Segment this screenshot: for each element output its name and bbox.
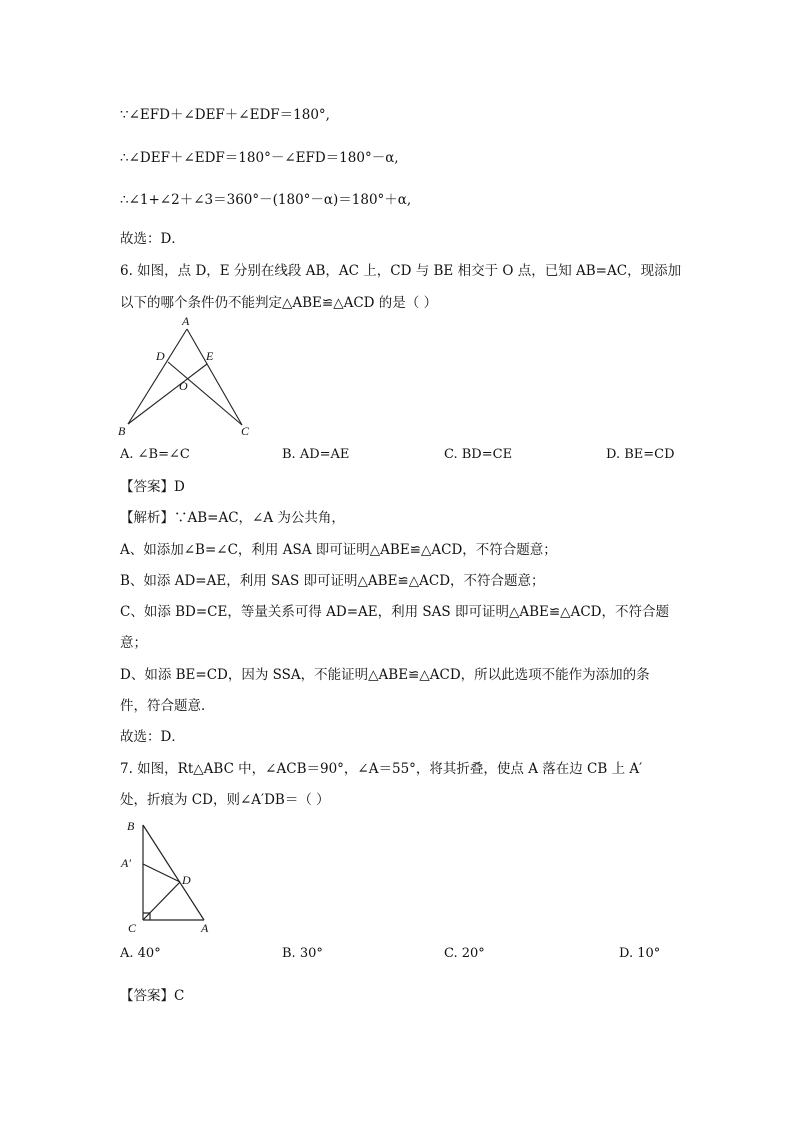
q6-analysis-line-1: 【解析】∵AB=AC，∠A 为公共角，: [120, 510, 345, 526]
point-d-label: D: [156, 349, 165, 363]
point-e-label: E: [206, 349, 214, 363]
q6-option-a: A. ∠B=∠C: [120, 447, 190, 462]
q6-analysis-line-5: 意；: [120, 635, 147, 651]
solution-line-1: ∵∠EFD＋∠DEF＋∠EDF＝180°,: [120, 107, 330, 123]
segment-ba: [143, 825, 204, 920]
q6-analysis-line-2: A、如添加∠B=∠C，利用 ASA 即可证明△ABE≌△ACD，不符合题意；: [120, 542, 557, 558]
q6-figure: [112, 312, 262, 442]
q6-stem-line-1: 6. 如图，点 D，E 分别在线段 AB，AC 上，CD 与 BE 相交于 O 点，已知 AB=AC，现添加: [120, 263, 682, 279]
point-c-label: C: [128, 921, 137, 935]
point-b-label: B: [118, 424, 126, 438]
solution-line-2: ∴∠DEF＋∠EDF＝180°－∠EFD＝180°－α,: [120, 150, 399, 166]
crease-cd: [143, 882, 180, 920]
q7-figure: [115, 812, 220, 938]
point-a-label: A: [182, 314, 190, 328]
q6-analysis-line-6: D、如添 BE=CD，因为 SSA，不能证明△ABE≌△ACD，所以此选项不能作为添加的条: [120, 667, 650, 683]
point-c-label: C: [241, 424, 250, 438]
q6-choice: 故选：D．: [120, 729, 185, 745]
q6-option-d: D. BE=CD: [606, 447, 675, 462]
q7-stem-line-1: 7. 如图，Rt△ABC 中，∠ACB＝90°，∠A＝55°，将其折叠，使点 A 落在边 CB 上 A′: [120, 761, 643, 777]
solution-line-3: ∴∠1+∠2＋∠3＝360°－(180°－α)＝180°＋α,: [120, 192, 412, 208]
q6-analysis-line-7: 件，符合题意．: [120, 698, 215, 714]
q7-answer: 【答案】C: [120, 988, 185, 1004]
segment-ab: [128, 329, 187, 424]
point-b-label: B: [127, 819, 135, 833]
q7-option-b: B. 30°: [282, 946, 323, 961]
q6-answer: 【答案】D: [120, 479, 185, 495]
solution-choice: 故选：D．: [120, 231, 185, 247]
q6-option-c: C. BD=CE: [444, 447, 513, 462]
point-a1-label: A′: [121, 856, 131, 870]
q7-stem-line-2: 处，折痕为 CD，则∠A′DB＝（ ）: [120, 792, 330, 808]
q6-option-b: B. AD=AE: [282, 447, 350, 462]
point-d-label: D: [182, 873, 191, 887]
q6-analysis-line-3: B、如添 AD=AE，利用 SAS 即可证明△ABE≌△ACD，不符合题意；: [120, 573, 545, 589]
point-a-label: A: [201, 921, 209, 935]
q6-stem-line-2: 以下的哪个条件仍不能判定△ABE≌△ACD 的是（ ）: [120, 295, 438, 311]
q7-option-c: C. 20°: [444, 946, 485, 961]
segment-be: [128, 364, 207, 424]
point-o-label: O: [179, 379, 188, 393]
q7-option-a: A. 40°: [120, 946, 161, 961]
q6-analysis-line-4: C、如添 BD=CE，等量关系可得 AD=AE，利用 SAS 即可证明△ABE≌△ACD，不符合题: [120, 604, 669, 620]
segment-ac: [187, 329, 242, 425]
q7-option-d: D. 10°: [619, 946, 661, 961]
segment-cd: [168, 362, 242, 425]
